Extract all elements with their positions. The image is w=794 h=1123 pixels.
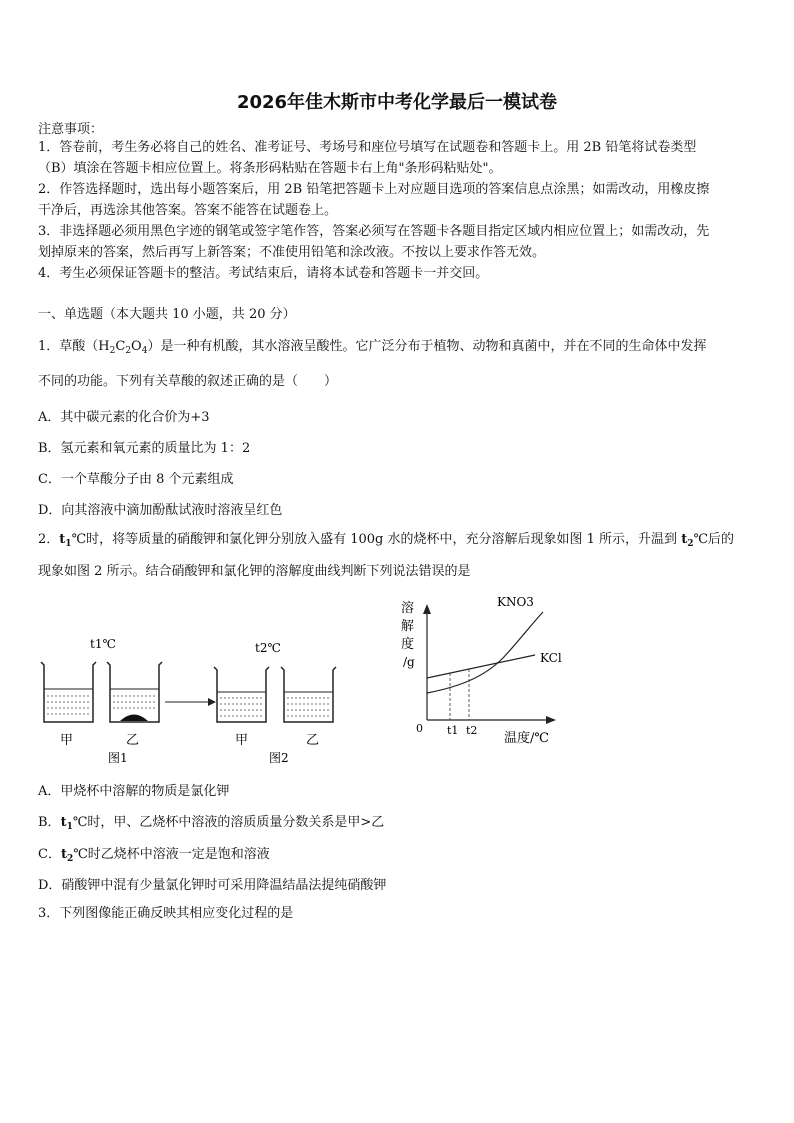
q2-stem-line2: 现象如图 2 所示。结合硝酸钾和氯化钾的溶解度曲线判断下列说法错误的是: [38, 564, 471, 579]
notes-heading: 注意事项：: [38, 122, 104, 137]
notes-line-3: 2．作答选择题时，选出每小题答案后，用 2B 铅笔把答题卡上对应题目选项的答案信息点涂黑；如需改动，用橡皮擦: [38, 182, 710, 197]
q1-stem: 1．草酸$(H_2C_2O_4)$是一种有机酸，其水溶液呈酸性。它广泛分布于植物、动物和真菌中，并在不同的生命体中发挥: [38, 339, 707, 356]
y-label-4: /g: [403, 655, 415, 669]
notes-line-2: （B）填涂在答题卡相应位置上。将条形码粘贴在答题卡右上角"条形码粘贴处"。: [38, 161, 502, 176]
section-heading: 一、单选题（本大题共 10 小题，共 20 分）: [38, 307, 296, 322]
y-label-1: 溶: [401, 601, 415, 616]
figure-1: [41, 637, 162, 765]
q2-option-a[interactable]: A．甲烧杯中溶解的物质是氯化钾: [38, 784, 230, 799]
label-yi-2: 乙: [306, 733, 320, 748]
kno3-label: KNO3: [497, 595, 534, 609]
beaker-yi-2: [281, 667, 336, 722]
q1-option-a[interactable]: A．其中碳元素的化合价为+3: [38, 410, 210, 425]
tick-t1: t1: [447, 724, 459, 737]
q1-option-c[interactable]: C．一个草酸分子由 8 个元素组成: [38, 472, 234, 487]
kno3-curve: [427, 612, 543, 693]
label-jia-1: 甲: [60, 733, 74, 748]
notes-line-7: 4．考生必须保证答题卡的整洁。考试结束后，请将本试卷和答题卡一并交回。: [38, 266, 489, 281]
y-label-2: 解: [401, 619, 415, 634]
q3-stem: 3．下列图像能正确反映其相应变化过程的是: [38, 906, 294, 921]
q1-num: 1．草酸（: [38, 339, 99, 354]
beaker-yi-1: [107, 662, 162, 722]
q2-figure: [38, 592, 758, 777]
figure-2: [214, 641, 336, 765]
page-title: 2026年佳木斯市中考化学最后一模试卷: [236, 92, 558, 113]
q1-option-b[interactable]: B．氢元素和氧元素的质量比为 1：2: [38, 441, 251, 456]
tick-t2: t2: [466, 724, 478, 737]
beaker-jia-1: [41, 662, 96, 722]
arrow: [165, 698, 216, 706]
t1-label: t1℃: [90, 637, 116, 651]
q1-stem-line2: 不同的功能。下列有关草酸的叙述正确的是（ ）: [38, 374, 338, 389]
beaker-jia-2: [214, 667, 269, 722]
undissolved-solid: [120, 715, 148, 722]
q2-option-d[interactable]: D．硝酸钾中混有少量氯化钾时可采用降温结晶法提纯硝酸钾: [38, 878, 387, 893]
label-yi-1: 乙: [126, 733, 140, 748]
origin-label: 0: [416, 722, 423, 735]
notes-line-6: 划掉原来的答案，然后再写上新答案；不准使用铅笔和涂改液。不按以上要求作答无效。: [38, 245, 546, 260]
q2-stem: 2．$t_1℃$时，将等质量的硝酸钾和氯化钾分别放入盛有 100g 水的烧杯中，充分溶解后现象如图 1 所示，升温到 $t_2℃$后的: [38, 532, 735, 549]
q1-option-d[interactable]: D．向其溶液中滴加酚酞试液时溶液呈红色: [38, 503, 283, 518]
q2-figure-svg: [38, 592, 758, 777]
t2-label: t2℃: [255, 641, 281, 655]
q2-option-b[interactable]: B．$t_1℃$时，甲、乙烧杯中溶液的溶质质量分数关系是甲>乙: [38, 815, 385, 832]
notes-line-5: 3．非选择题必须用黑色字迹的钢笔或签字笔作答，答案必须写在答题卡各题目指定区域内相应位置上；如需改动，先: [38, 224, 710, 239]
x-axis-label: 温度/℃: [504, 731, 549, 746]
kcl-label: KCl: [540, 651, 562, 665]
fig2-caption: 图2: [269, 751, 289, 765]
solubility-graph: [401, 595, 562, 746]
label-jia-2: 甲: [235, 733, 249, 748]
y-label-3: 度: [401, 637, 415, 652]
oxalic-formula: $H_2C_2O_4$: [98, 339, 148, 356]
fig1-caption: 图1: [108, 751, 128, 765]
notes-line-4: 干净后，再选涂其他答案。答案不能答在试题卷上。: [38, 203, 338, 218]
q2-option-c[interactable]: C．$t_2℃$时乙烧杯中溶液一定是饱和溶液: [38, 847, 270, 864]
notes-line-1: 1．答卷前，考生务必将自己的姓名、准考证号、考场号和座位号填写在试题卷和答题卡上。用 2B 铅笔将试卷类型: [38, 140, 697, 155]
